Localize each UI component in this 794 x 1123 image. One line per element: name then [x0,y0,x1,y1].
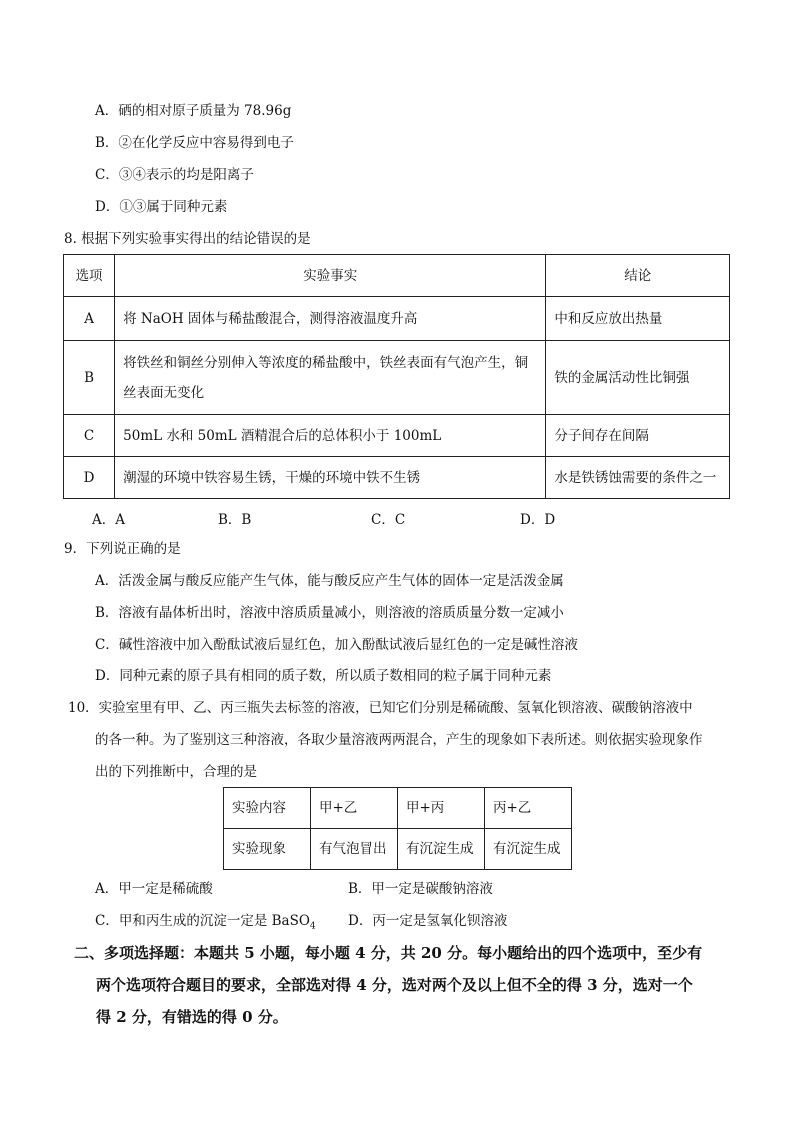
table-cell: 有沉淀生成 [485,829,572,870]
q7-option-a: A．硒的相对原子质量为 78.96g [95,103,292,119]
q10-table [223,787,572,870]
q10-stem-line-2: 的各一种。为了鉴别这三种溶液，各取少量溶液两两混合，产生的现象如下表所述。则依据实验现象作 [95,732,703,748]
q8-answer-d: D．D [520,512,556,528]
q9-option-a: A．活泼金属与酸反应能产生气体，能与酸反应产生气体的固体一定是活泼金属 [95,573,564,589]
table-cell: 甲+乙 [311,788,398,829]
q7-option-c: C．③④表示的均是阳离子 [95,167,254,183]
table-cell-option: B [64,341,115,415]
fact-line-1: 将铁丝和铜丝分别伸入等浓度的稀盐酸中，铁丝表面有气泡产生，铜 [123,354,529,371]
q10-option-b: B．甲一定是碳酸钠溶液 [348,881,493,897]
table-cell-conclusion: 铁的金属活动性比铜强 [546,341,730,415]
q10-option-c-subscript: 4 [309,921,316,932]
table-row [64,457,730,499]
table-cell-fact: 潮湿的环境中铁容易生锈，干燥的环境中铁不生锈 [115,457,546,499]
section-2-line-1: 二、多项选择题：本题共 5 小题，每小题 4 分，共 20 分。每小题给出的四个选项中，至少有 [74,944,703,962]
q9-option-c: C．碱性溶液中加入酚酞试液后显红色，加入酚酞试液后显红色的一定是碱性溶液 [95,637,578,653]
table-cell-option: A [64,297,115,341]
table-cell-fact: 50mL 水和 50mL 酒精混合后的总体积小于 100mL [115,415,546,457]
q9-stem: 9．下列说正确的是 [64,541,181,557]
table-cell-option: D [64,457,115,499]
table-row [64,255,730,297]
section-2-line-3: 得 2 分，有错选的得 0 分。 [96,1008,288,1026]
q8-stem: 8. 根据下列实验事实得出的结论错误的是 [64,231,311,247]
table-row [224,829,572,870]
table-cell: 丙+乙 [485,788,572,829]
table-cell-fact [115,341,546,415]
table-row [64,297,730,341]
table-header-cell: 结论 [546,255,730,297]
table-row [64,415,730,457]
q8-answer-a: A．A [92,512,125,528]
q9-option-d: D．同种元素的原子具有相同的质子数，所以质子数相同的粒子属于同种元素 [95,668,552,684]
table-cell: 有沉淀生成 [398,829,485,870]
q7-option-d: D．①③属于同种元素 [95,199,228,215]
table-header-cell: 实验事实 [115,255,546,297]
table-header-cell: 选项 [64,255,115,297]
q8-answer-c: C．C [371,512,406,528]
q10-option-c [95,912,316,936]
q10-stem-line-1: 10．实验室里有甲、乙、丙三瓶失去标签的溶液，已知它们分别是稀硫酸、氢氧化钡溶液、碳酸钠溶液中 [68,700,693,716]
table-cell: 甲+丙 [398,788,485,829]
table-cell: 实验现象 [224,829,311,870]
q10-stem-line-3: 出的下列推断中，合理的是 [95,764,257,780]
q8-table [63,254,730,499]
table-cell-conclusion: 中和反应放出热量 [546,297,730,341]
table-cell: 有气泡冒出 [311,829,398,870]
q10-option-d: D．丙一定是氢氧化钡溶液 [348,913,508,929]
table-row [64,341,730,415]
q8-answer-b: B．B [218,512,252,528]
q10-option-a: A．甲一定是稀硫酸 [95,881,213,897]
q7-option-b: B．②在化学反应中容易得到电子 [95,135,294,151]
section-2-line-2: 两个选项符合题目的要求，全部选对得 4 分，选对两个及以上但不全的得 3 分，选对一个 [96,976,693,994]
table-row [224,788,572,829]
table-cell-conclusion: 分子间存在间隔 [546,415,730,457]
table-cell-conclusion: 水是铁锈蚀需要的条件之一 [546,457,730,499]
table-cell-fact: 将 NaOH 固体与稀盐酸混合，测得溶液温度升高 [115,297,546,341]
q10-option-c-text: C．甲和丙生成的沉淀一定是 BaSO [95,913,310,929]
q9-option-b: B．溶液有晶体析出时，溶液中溶质质量减小，则溶液的溶质质量分数一定减小 [95,605,564,621]
table-cell: 实验内容 [224,788,311,829]
fact-line-2: 丝表面无变化 [123,384,205,401]
table-cell-option: C [64,415,115,457]
